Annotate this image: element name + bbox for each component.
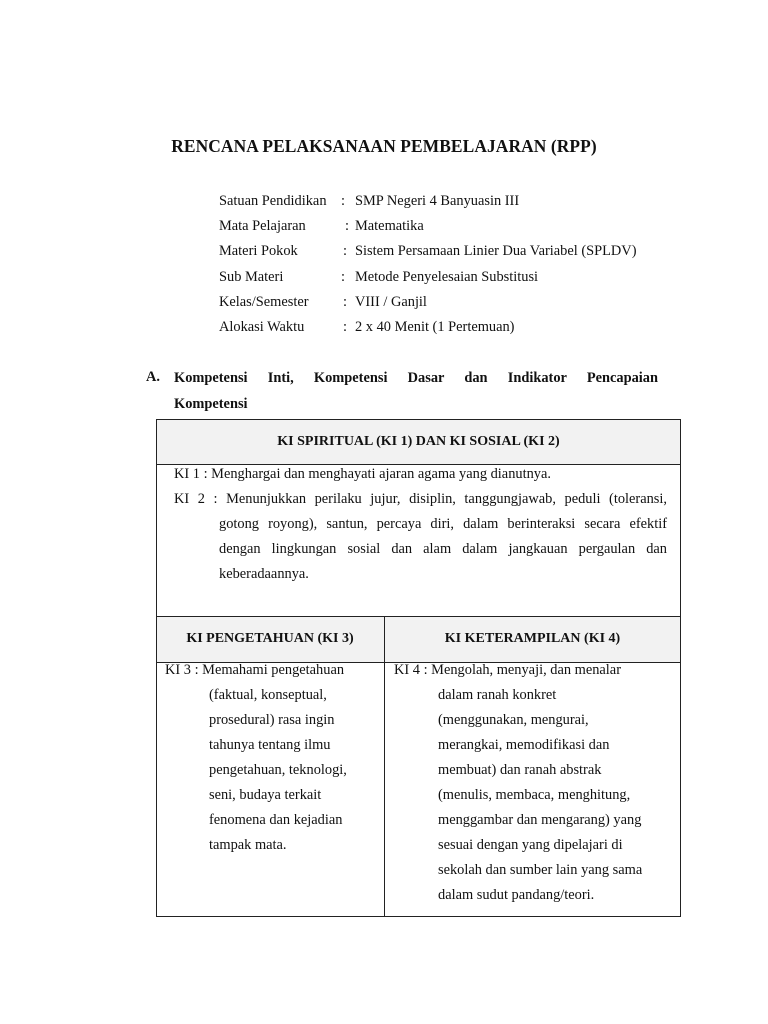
table-border-left [156,419,157,917]
ki4-line: sesuai dengan yang dipelajari di [438,837,623,853]
ki3-line: tahunya tentang ilmu [209,737,331,753]
identity-colon: : [343,243,347,260]
identity-value: Sistem Persamaan Linier Dua Variabel (SPLDV) [355,243,637,260]
identity-value: Matematika [355,218,424,235]
competency-table [156,419,681,917]
ki4-first-line: KI 4 : Mengolah, menyaji, dan menalar [394,662,621,678]
ki3-first-line: KI 3 : Memahami pengetahuan [165,662,345,678]
ki3-line: fenomena dan kejadian [209,812,343,828]
ki3-line: (faktual, konseptual, [209,687,327,703]
identity-value: Metode Penyelesaian Substitusi [355,268,539,285]
identity-label: Mata Pelajaran [219,218,306,235]
identity-label: Alokasi Waktu [219,318,305,335]
pengetahuan-header: KI PENGETAHUAN (KI 3) [186,631,354,646]
ki4-line: (menggunakan, mengurai, [438,712,589,728]
section-heading [174,366,658,417]
ki1-text: KI 1 : Menghargai dan menghayati ajaran agama yang dianutnya. [174,466,551,482]
ki3-line: prosedural) rasa ingin [209,712,335,728]
keterampilan-header: KI KETERAMPILAN (KI 4) [444,631,621,646]
identity-value: 2 x 40 Menit (1 Pertemuan) [355,318,515,335]
ki4-line: membuat) dan ranah abstrak [438,762,602,778]
ki3-line: seni, budaya terkait [209,787,322,803]
identity-colon: : [343,293,347,310]
ki3-line: pengetahuan, teknologi, [209,762,347,778]
document-title: RENCANA PELAKSANAAN PEMBELAJARAN (RPP) [171,136,597,156]
ki4-line: dalam ranah konkret [438,687,557,703]
ki4-line: sekolah dan sumber lain yang sama [438,862,643,878]
table-border-bottom [156,916,681,917]
ki2-line: gotong royong), santun, percaya diri, dalam berinteraksi secara efektif [219,516,667,532]
identity-colon: : [345,218,349,235]
section-letter: A. [146,369,160,385]
section-heading-line2: Kompetensi [174,395,248,412]
ki4-line: menggambar dan mengarang) yang [438,812,642,828]
ki2-line: keberadaannya. [219,566,309,582]
table-border-right [680,419,681,917]
identity-colon: : [343,318,347,335]
section-heading-line1: Kompetensi Inti, Kompetensi Dasar dan Indikator Pencapaian [174,370,658,386]
ki3-line: tampak mata. [209,837,287,853]
ki2-line: dengan lingkungan sosial dan alam dalam jangkauan pergaulan dan [219,541,667,557]
ki4-line: dalam sudut pandang/teori. [438,887,595,903]
ki4-line: merangkai, memodifikasi dan [438,737,610,753]
spiritual-social-header: KI SPIRITUAL (KI 1) DAN KI SOSIAL (KI 2) [277,434,560,449]
identity-value: SMP Negeri 4 Banyuasin III [355,193,520,209]
identity-value: VIII / Ganjil [355,293,427,310]
ki4-line: (menulis, membaca, menghitung, [438,787,631,803]
identity-label: Sub Materi [219,268,284,285]
identity-colon: : [341,193,345,209]
identity-label: Satuan Pendidikan [219,193,327,209]
ki2-first-line: KI 2 : Menunjukkan perilaku jujur, disiplin, tanggungjawab, peduli (toleransi, [174,491,667,507]
identity-label: Kelas/Semester [219,293,309,310]
identity-colon: : [341,268,345,285]
identity-label: Materi Pokok [219,243,298,260]
